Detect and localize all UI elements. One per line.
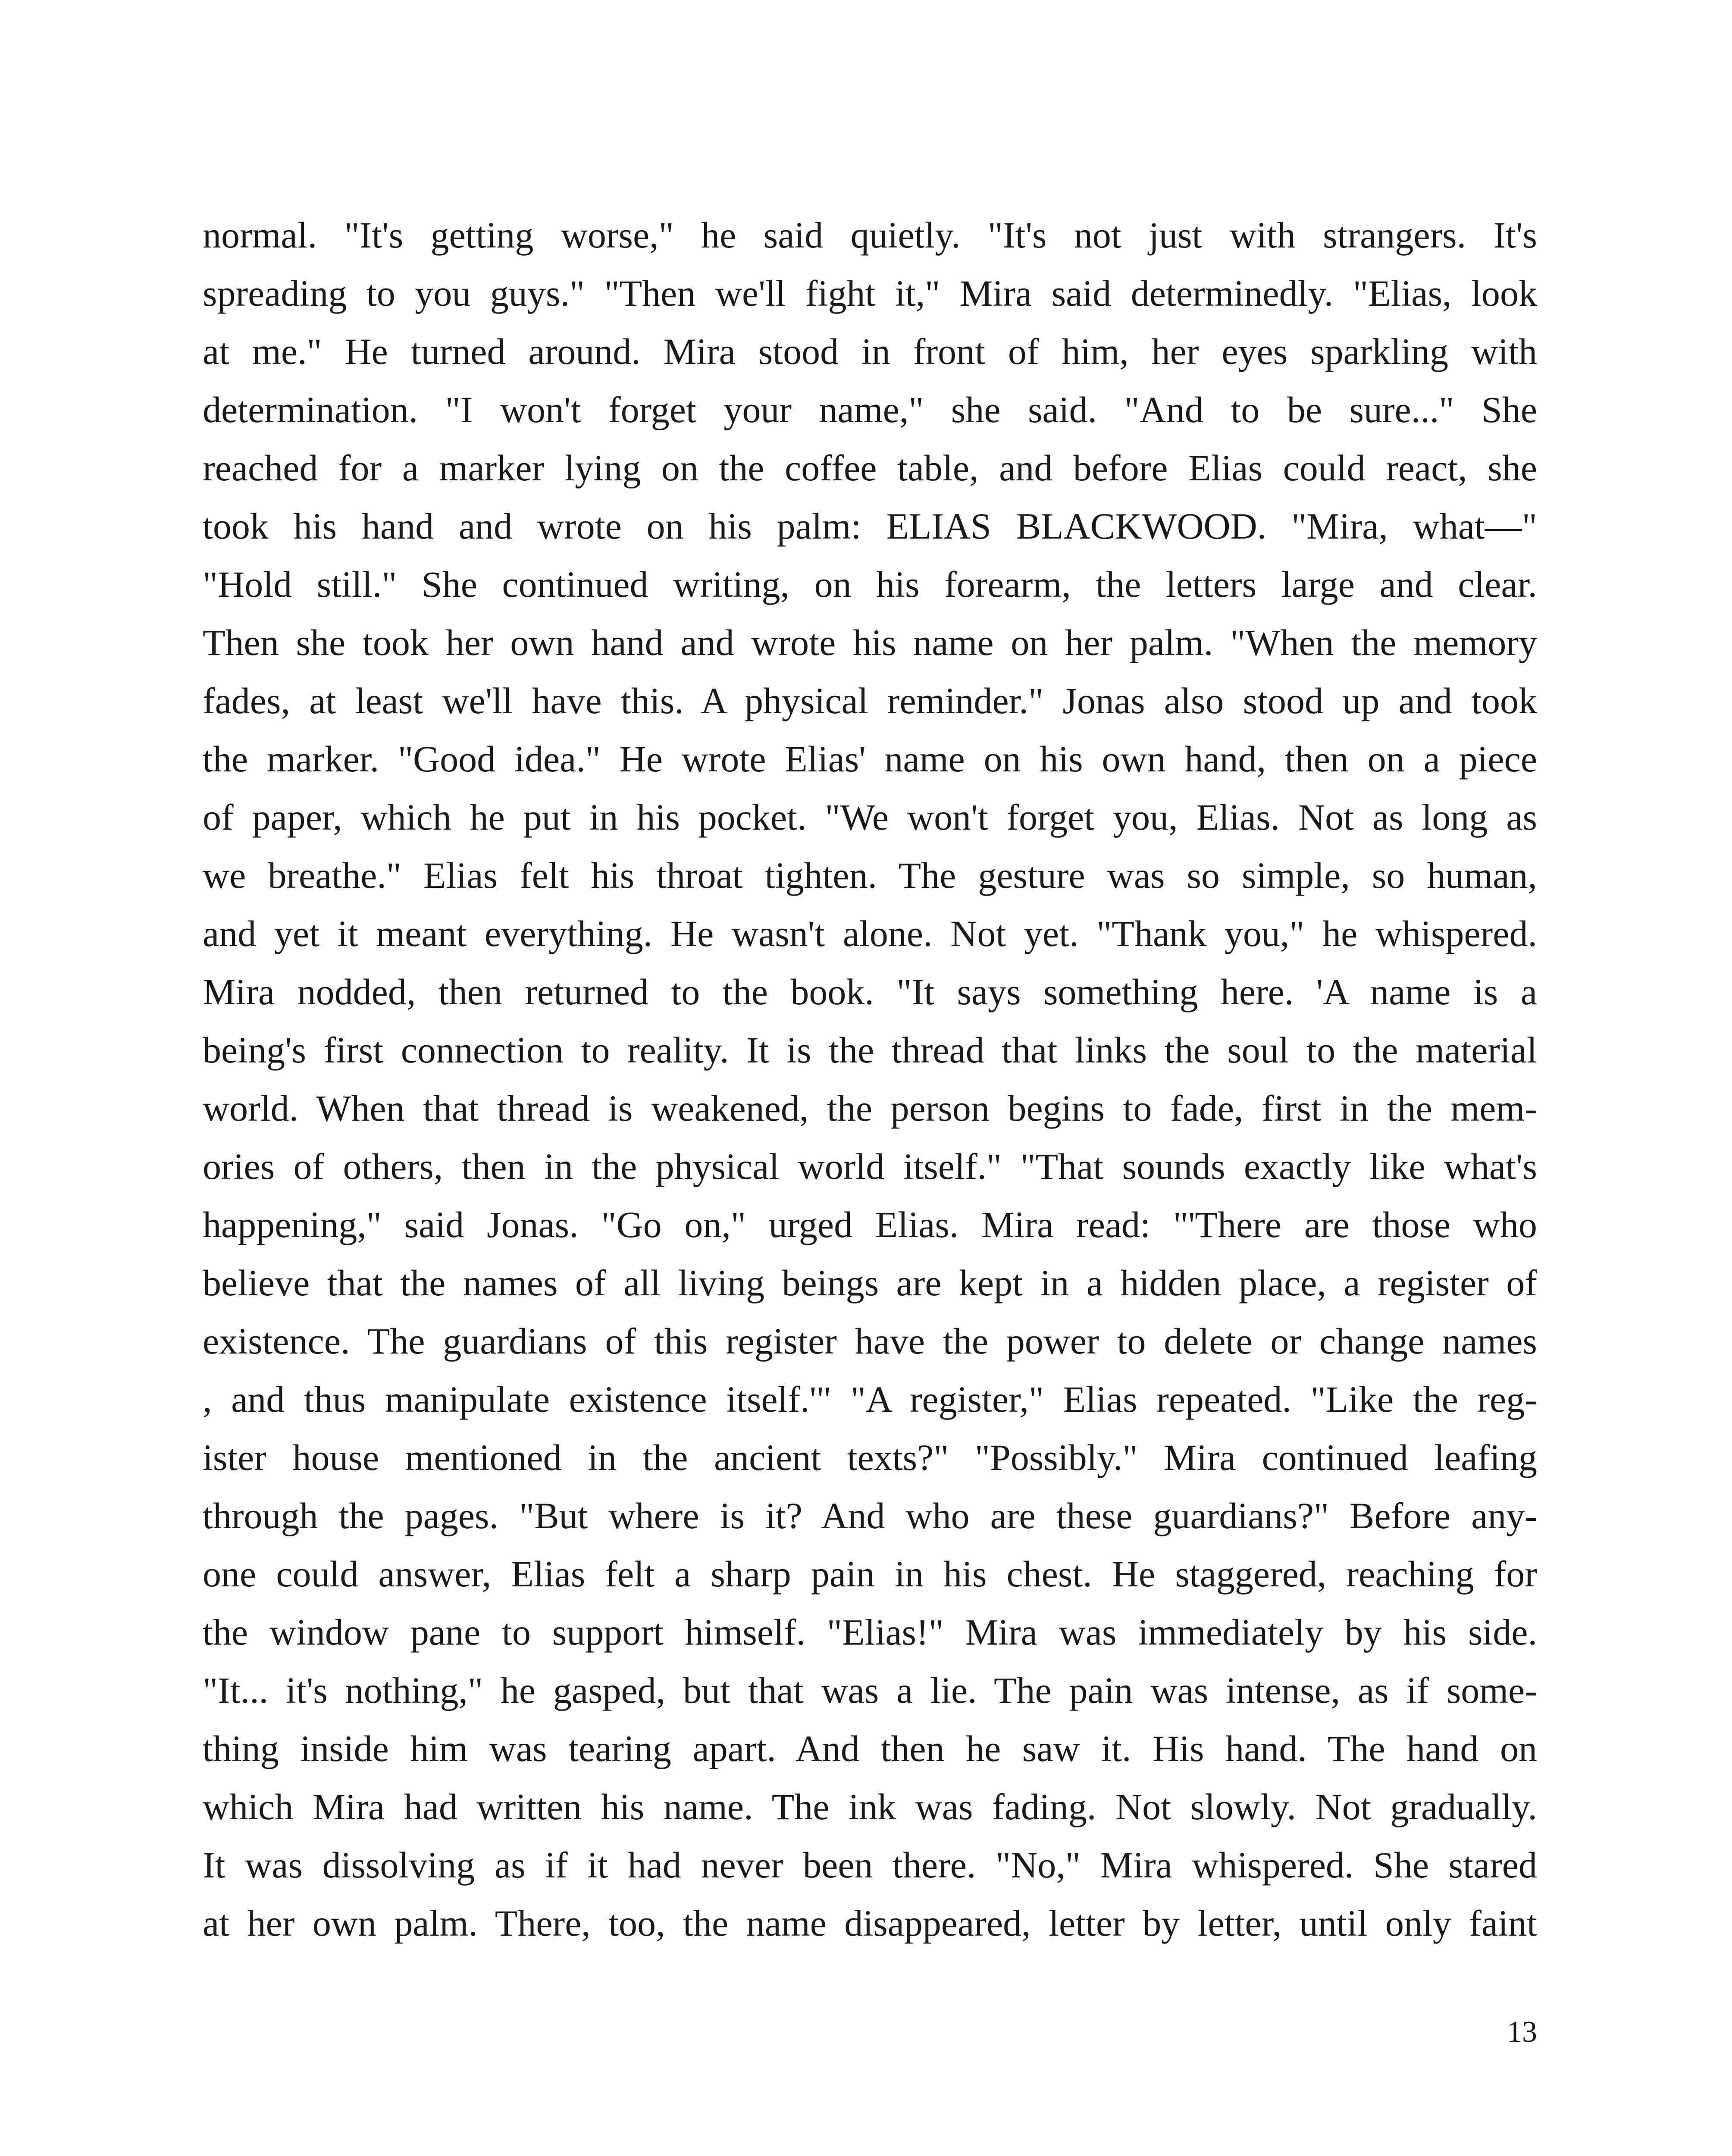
text-line: reached for a marker lying on the coffee table, and before Elias could react, she bbox=[203, 447, 1537, 489]
text-line: happening," said Jonas. "Go on," urged Elias. Mira read: "'There are those who bbox=[203, 1204, 1537, 1245]
text-line: thing inside him was tearing apart. And then he saw it. His hand. The hand on bbox=[203, 1728, 1537, 1769]
page-number: 13 bbox=[1507, 2015, 1537, 2049]
text-line: ories of others, then in the physical world itself." "That sounds exactly like what's bbox=[203, 1146, 1537, 1187]
text-line: , and thus manipulate existence itself.'" "A register," Elias repeated. "Like the reg- bbox=[203, 1379, 1537, 1420]
text-line: believe that the names of all living beings are kept in a hidden place, a register of bbox=[203, 1262, 1537, 1304]
text-line: one could answer, Elias felt a sharp pain in his chest. He staggered, reaching for bbox=[203, 1553, 1537, 1595]
text-line: through the pages. "But where is it? And who are these guardians?" Before any- bbox=[203, 1495, 1537, 1536]
text-line: "It... it's nothing," he gasped, but that was a lie. The pain was intense, as if some- bbox=[203, 1670, 1537, 1711]
text-line: at her own palm. There, too, the name disappeared, letter by letter, until only faint bbox=[203, 1902, 1537, 1944]
text-line: spreading to you guys." "Then we'll fight it," Mira said determinedly. "Elias, look bbox=[203, 273, 1537, 314]
text-line: and yet it meant everything. He wasn't alone. Not yet. "Thank you," he whispered. bbox=[203, 913, 1537, 954]
text-line: world. When that thread is weakened, the person begins to fade, first in the mem- bbox=[203, 1087, 1537, 1129]
text-line: determination. "I won't forget your name," she said. "And to be sure..." She bbox=[203, 389, 1537, 430]
text-line: which Mira had written his name. The ink was fading. Not slowly. Not gradually. bbox=[203, 1786, 1537, 1827]
text-line: It was dissolving as if it had never been there. "No," Mira whispered. She stared bbox=[203, 1844, 1537, 1886]
text-line: fades, at least we'll have this. A physical reminder." Jonas also stood up and took bbox=[203, 680, 1537, 721]
text-line: normal. "It's getting worse," he said quietly. "It's not just with strangers. It's bbox=[203, 214, 1537, 256]
text-line: we breathe." Elias felt his throat tighten. The gesture was so simple, so human, bbox=[203, 855, 1537, 896]
text-line: Then she took her own hand and wrote his name on her palm. "When the memory bbox=[203, 622, 1537, 663]
text-line: "Hold still." She continued writing, on his forearm, the letters large and clear. bbox=[203, 564, 1537, 605]
text-line: Mira nodded, then returned to the book. "It says something here. 'A name is a bbox=[203, 971, 1537, 1012]
text-line: ister house mentioned in the ancient texts?" "Possibly." Mira continued leafing bbox=[203, 1437, 1537, 1478]
text-line: the marker. "Good idea." He wrote Elias' name on his own hand, then on a piece bbox=[203, 738, 1537, 780]
text-line: at me." He turned around. Mira stood in front of him, her eyes sparkling with bbox=[203, 331, 1537, 372]
text-line: being's first connection to reality. It is the thread that links the soul to the material bbox=[203, 1029, 1537, 1071]
text-line: of paper, which he put in his pocket. "We won't forget you, Elias. Not as long as bbox=[203, 796, 1537, 838]
body-text bbox=[203, 206, 1537, 1952]
text-line: the window pane to support himself. "Elias!" Mira was immediately by his side. bbox=[203, 1611, 1537, 1653]
text-line: took his hand and wrote on his palm: ELIAS BLACKWOOD. "Mira, what—" bbox=[203, 505, 1537, 547]
text-line: existence. The guardians of this register have the power to delete or change names bbox=[203, 1320, 1537, 1362]
